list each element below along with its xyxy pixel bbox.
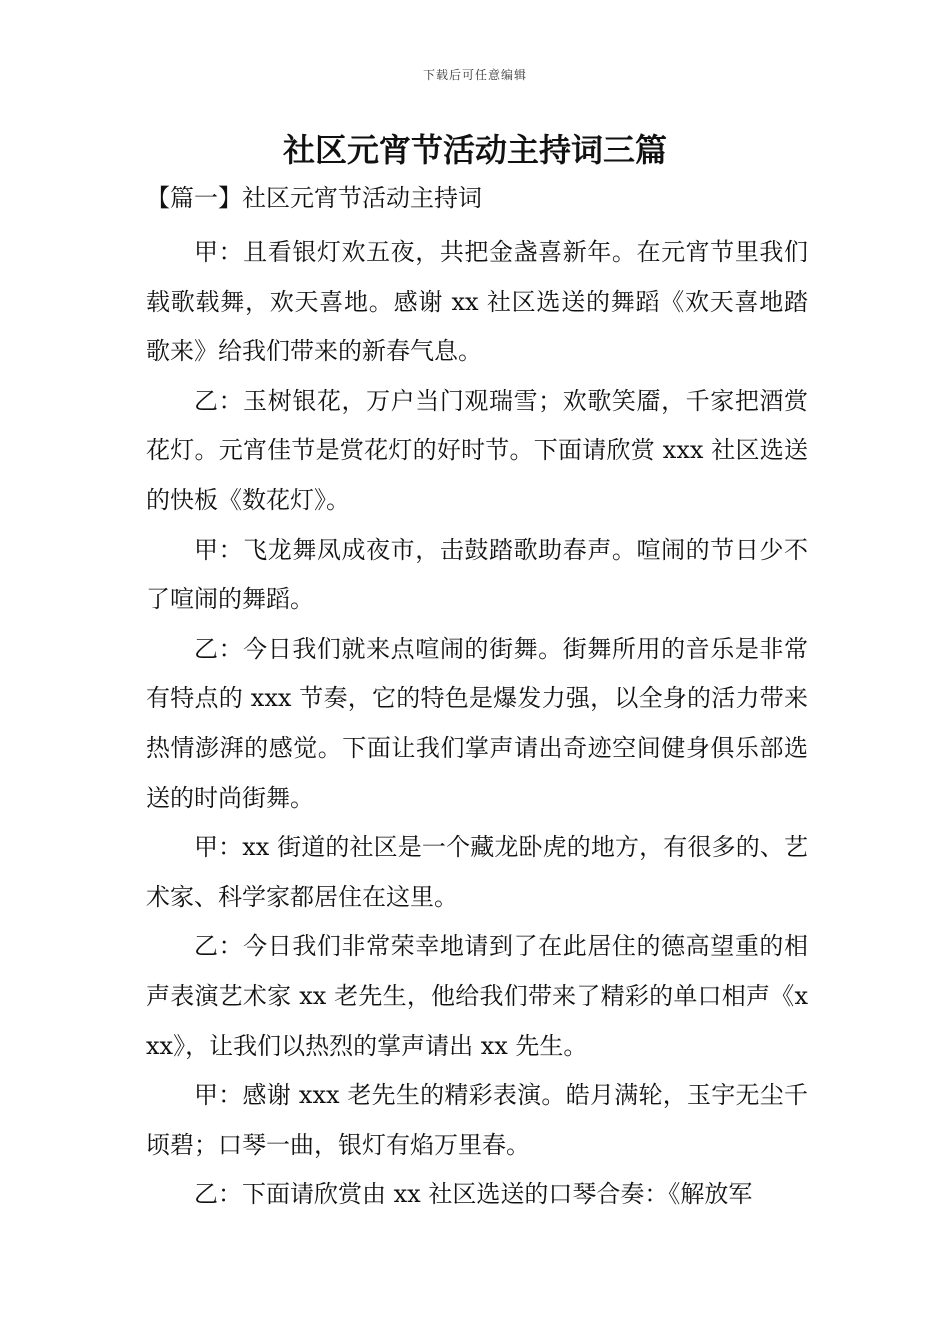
paragraph-6: 乙：今日我们非常荣幸地请到了在此居住的德高望重的相声表演艺术家 xx 老先生，他给我们带来了精彩的单口相声《xxx》，让我们以热烈的掌声请出 xx 先生。 <box>146 932 808 1060</box>
paragraph-5: 甲：xx 街道的社区是一个藏龙卧虎的地方，有很多的、艺术家、科学家都居住在这里。 <box>146 833 808 911</box>
paragraph-3: 甲：飞龙舞凤成夜市，击鼓踏歌助春声。喧闹的节日少不了喧闹的舞蹈。 <box>146 535 808 614</box>
section-heading: 【篇一】社区元宵节活动主持词 <box>146 184 482 212</box>
header-note: 下载后可任意编辑 <box>422 68 527 82</box>
paragraph-7: 甲：感谢 xxx 老先生的精彩表演。皓月满轮，玉宇无尘千顷碧；口琴一曲，银灯有焰万里春。 <box>146 1081 808 1159</box>
body-text <box>146 228 808 1220</box>
paragraph-4: 乙：今日我们就来点喧闹的街舞。街舞所用的音乐是非常有特点的 xxx 节奏，它的特色是爆发力强，以全身的活力带来热情澎湃的感觉。下面让我们掌声请出奇迹空间健身俱乐部选送的时尚街舞。 <box>146 634 808 812</box>
paragraph-1: 甲：且看银灯欢五夜，共把金盏喜新年。在元宵节里我们载歌载舞，欢天喜地。感谢 xx 社区选送的舞蹈《欢天喜地踏歌来》给我们带来的新春气息。 <box>146 238 808 366</box>
paragraph-8: 乙：下面请欣赏由 xx 社区选送的口琴合奏：《解放军 <box>194 1180 753 1209</box>
paragraph-2: 乙：玉树银花，万户当门观瑞雪；欢歌笑靥，千家把酒赏花灯。元宵佳节是赏花灯的好时节。下面请欣赏 xxx 社区选送的快板《数花灯》。 <box>146 386 808 514</box>
document-title: 社区元宵节活动主持词三篇 <box>282 131 667 169</box>
